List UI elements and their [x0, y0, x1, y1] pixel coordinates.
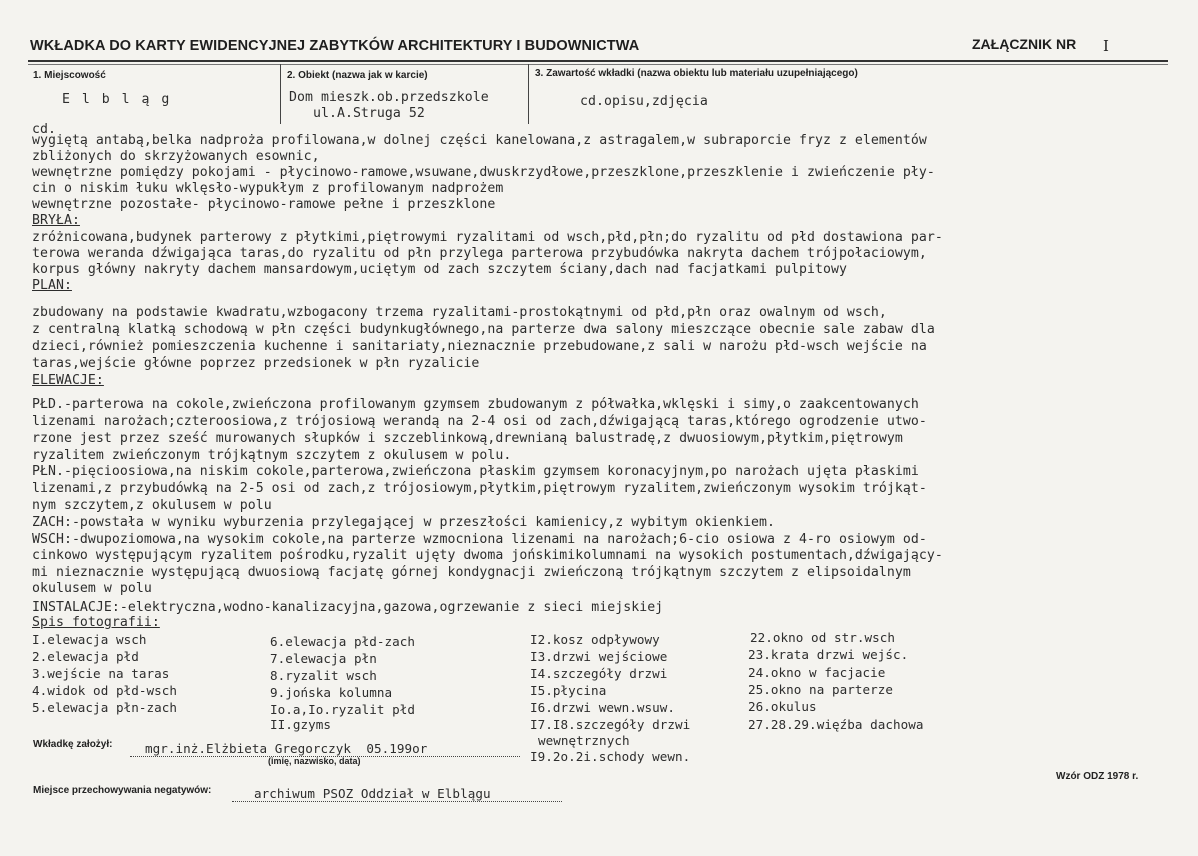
made-by-value: mgr.inż.Elżbieta Gregorczyk 05.199or: [145, 741, 428, 756]
photo-item: 24.okno w facjacie: [748, 665, 886, 680]
photo-item: 27.28.29.więźba dachowa: [748, 717, 924, 732]
body-line: PŁD.-parterowa na cokole,zwieńczona profilowanym gzymsem zbudowanym z półwałka,wklęski i simy,o zaakcentowanych: [32, 397, 919, 412]
body-line: dzieci,również pomieszczenia kuchenne i sanitariaty,nieznacznie przebudowane,z sali w narożu płd-wsch wejście na: [32, 339, 927, 354]
attachment-number: I: [1103, 37, 1109, 55]
body-line: wewnętrzne pomiędzy pokojami - płycinowo-ramowe,wsuwane,dwuskrzydłowe,przeszklone,przeszklenie i zwieńczenie pły-: [32, 165, 935, 180]
form-version: Wzór ODZ 1978 r.: [1056, 771, 1139, 782]
photo-item: I9.2o.2i.schody wewn.: [530, 749, 691, 764]
section-heading: BRYŁA:: [32, 213, 80, 228]
field-2-value-line1: Dom mieszk.ob.przedszkole: [289, 90, 489, 105]
made-by-label: Wkładkę założył:: [33, 739, 113, 750]
field-2-label: 2. Obiekt (nazwa jak w karcie): [287, 70, 428, 81]
body-line: z centralną klatką schodową w płn części budynkugłównego,na parterze dwa salony mieszczące obecnie sale zabaw dla: [32, 322, 935, 337]
photo-list-heading: Spis fotografii:: [32, 615, 160, 630]
card-title: WKŁADKA DO KARTY EWIDENCYJNEJ ZABYTKÓW ARCHITEKTURY I BUDOWNICTWA: [30, 38, 640, 54]
body-line: PŁN.-pięcioosiowa,na niskim cokole,parterowa,zwieńczona płaskim gzymsem koronacyjnym,po narożach ujęta płaskimi: [32, 464, 919, 479]
photo-item: 22.okno od str.wsch: [750, 630, 896, 645]
section-heading: ELEWACJE:: [32, 373, 104, 388]
photo-item: 23.krata drzwi wejśc.: [748, 647, 909, 662]
body-line: WSCH:-dwupoziomowa,na wysokim cokole,na parterze wzmocniona lizenami na narożach;6-cio osiowa z 4-ro osiowym od-: [32, 532, 927, 547]
field-1-value: E l b l ą g: [62, 92, 172, 107]
body-line: terowa weranda dźwigająca taras,do ryzalitu od płn przylega parterowa przybudówka nakryta dachem trójpołaciowym,: [32, 246, 927, 261]
body-line: mi nieznacznie występującą dwuosiową facjatę górnej kondygnacji zwieńczoną trójkątnym szczytem z elipsoidalnym: [32, 565, 911, 580]
photo-item: I.elewacja wsch: [32, 632, 147, 647]
body-line: wewnętrzne pozostałe- płycinowo-ramowe pełne i przeszklone: [32, 197, 496, 212]
photo-item: 25.okno na parterze: [748, 682, 894, 697]
photo-item: I6.drzwi wewn.wsuw.: [530, 700, 676, 715]
body-line: rzone jest przez sześć murowanych słupków i szczeblinkową,drewnianą balustradę,z dwuosiowym,płytkim,piętrowym: [32, 431, 903, 446]
photo-item: I7.I8.szczegóły drzwi: [530, 717, 691, 732]
section-heading: PLAN:: [32, 278, 72, 293]
photo-item: I2.kosz odpływowy: [530, 632, 660, 647]
body-line: zbliżonych do skrzyżowanych esownic,: [32, 149, 320, 164]
body-line: cin o niskim łuku wklęsło-wypukłym z profilowanym nadprożem: [32, 181, 504, 196]
photo-item: I3.drzwi wejściowe: [530, 649, 668, 664]
photo-item: Io.a,Io.ryzalit płd: [270, 702, 416, 717]
photo-item: 2.elewacja płd: [32, 649, 139, 664]
field-1-label: 1. Miejscowość: [33, 70, 106, 81]
body-line: zróżnicowana,budynek parterowy z płytkimi,piętrowymi ryzalitami od wsch,płd,płn;do ryzalitu od płd dostawiona par-: [32, 230, 943, 245]
photo-item: 5.elewacja płn-zach: [32, 700, 178, 715]
photo-item: I5.płycina: [530, 683, 607, 698]
photo-item: 4.widok od płd-wsch: [32, 683, 178, 698]
photo-item: I4.szczegóły drzwi: [530, 666, 668, 681]
body-line: wygiętą antabą,belka nadproża profilowana,w dolnej części kanelowana,z astragalem,w subraporcie fryz z elementów: [32, 133, 927, 148]
body-line: lizenami narożach;czteroosiowa,z trójosiową werandą na 2-4 osi od zach,dźwigającą taras,którego ogrodzenie utwo-: [32, 414, 927, 429]
field-divider: [280, 64, 281, 124]
installations-line: INSTALACJE:-elektryczna,wodno-kanalizacyjna,gazowa,ogrzewanie z sieci miejskiej: [32, 600, 664, 615]
photo-item: wewnętrznych: [538, 733, 630, 748]
storage-dotline: [232, 801, 562, 802]
photo-item: 6.elewacja płd-zach: [270, 634, 416, 649]
photo-item: 3.wejście na taras: [32, 666, 170, 681]
photo-item: 8.ryzalit wsch: [270, 668, 377, 683]
photo-item: 26.okulus: [748, 699, 817, 714]
header-rule: [28, 60, 1168, 62]
body-line: lizenami,z przybudówką na 2-5 osi od zach,z trójosiowym,płytkim,piętrowym ryzalitem,zwieńczonym wysokim trójkąt-: [32, 481, 927, 496]
body-line: zbudowany na podstawie kwadratu,wzbogacony trzema ryzalitami-prostokątnymi od płd,płn oraz owalnym od wsch,: [32, 305, 887, 320]
body-line: ryzalitem zwieńczonym trójkątnym szczytem z okulusem w polu.: [32, 448, 512, 463]
photo-item: 9.jońska kolumna: [270, 685, 393, 700]
storage-value: archiwum PSOZ Oddział w Elblągu: [254, 786, 491, 801]
photo-item: II.gzyms: [270, 717, 332, 732]
body-line: cinkowo występującym ryzalitem pośrodku,ryzalit ujęty dwoma jońskimikolumnami na wysokich postumentach,dźwigający-: [32, 548, 943, 563]
body-line: okulusem w polu: [32, 581, 152, 596]
attachment-label: ZAŁĄCZNIK NR: [972, 36, 1077, 52]
header-rule-thin: [28, 64, 1168, 65]
body-line: taras,wejście główne poprzez przedsionek w płn ryzalicie: [32, 356, 480, 371]
made-by-hint: (imię, nazwisko, data): [268, 756, 361, 766]
storage-label: Miejsce przechowywania negatywów:: [33, 785, 212, 796]
field-2-value-line2: ul.A.Struga 52: [313, 106, 425, 121]
body-line: korpus główny nakryty dachem mansardowym,uciętym od zach szczytem ściany,dach nad facjatkami pulpitowy: [32, 262, 847, 277]
photo-item: 7.elewacja płn: [270, 651, 377, 666]
body-line: ZACH:-powstała w wyniku wyburzenia przylegającej w przeszłości kamienicy,z wybitym okienkiem.: [32, 515, 776, 530]
field-3-value: cd.opisu,zdjęcia: [580, 94, 708, 109]
field-divider: [528, 64, 529, 124]
body-line: nym szczytem,z okulusem w polu: [32, 498, 272, 513]
body-line: cd.: [32, 122, 56, 137]
field-3-label: 3. Zawartość wkładki (nazwa obiektu lub materiału uzupełniającego): [535, 68, 858, 79]
